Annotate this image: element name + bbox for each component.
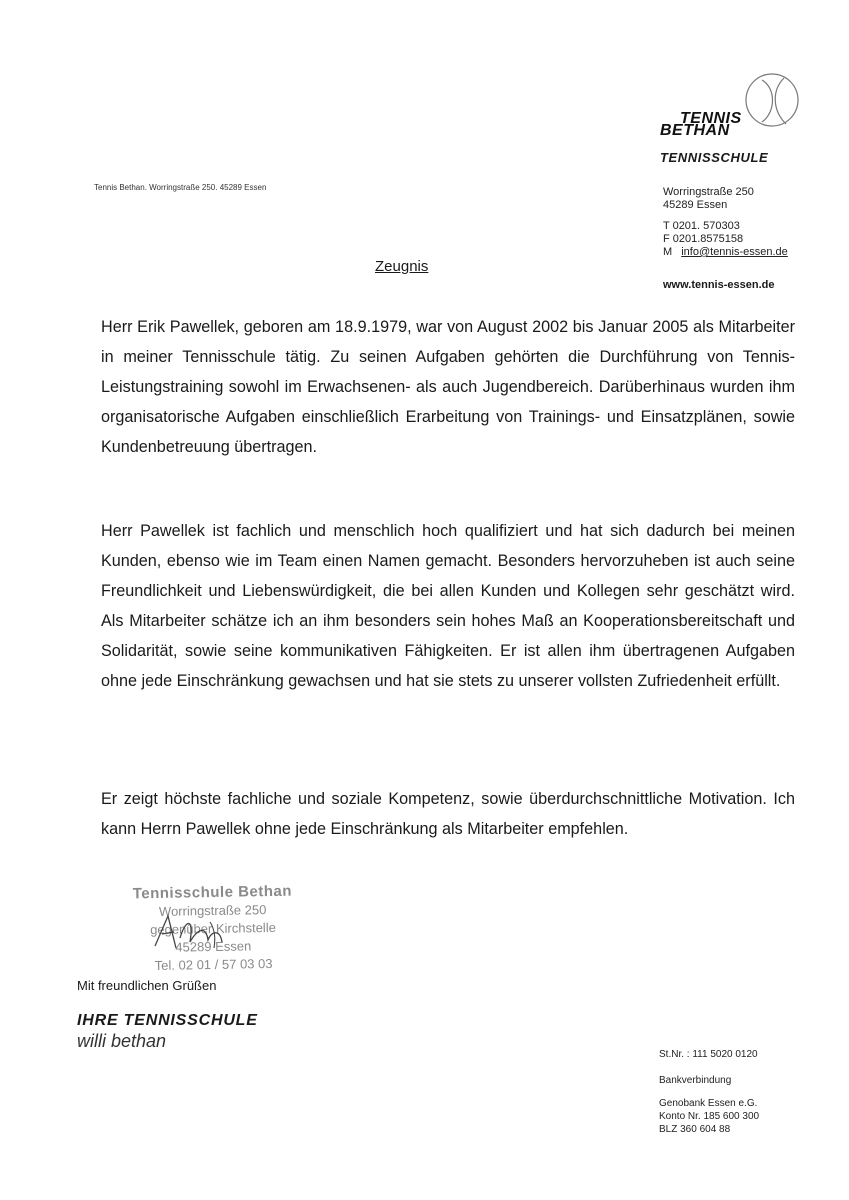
- tax-number: St.Nr. : 111 5020 0120: [659, 1049, 758, 1060]
- bank-label: Bankverbindung: [659, 1075, 732, 1086]
- signature-company: IHRE TENNISSCHULE: [77, 1012, 258, 1029]
- sender-address-line: Tennis Bethan. Worringstraße 250. 45289 Essen: [94, 183, 267, 192]
- paragraph-2: Herr Pawellek ist fachlich und menschlich hoch qualifiziert und hat sich dadurch bei meinen Kunden, ebenso wie im Team einen Namen gemacht. Besonders hervorzuheben ist auch seine Freundlichkeit und Liebenswürdigkeit, die bei allen Kunden und Kollegen sehr geschätzt wird. Als Mitarbeiter schätze ich an ihm besonders sein hohes Maß an Kooperationsbereitschaft und Solidarität, sowie seine kommunikativen Fähigkeiten. Er ist allen ihm übertragenen Aufgaben ohne jede Einschränkung gewachsen und hat sie stets zu unserer vollsten Zufriedenheit erfüllt.: [101, 522, 795, 690]
- signature-name: willi bethan: [77, 1031, 167, 1051]
- tennis-ball-logo-icon: [740, 70, 810, 140]
- paragraph-1: Herr Erik Pawellek, geboren am 18.9.1979, war von August 2002 bis Januar 2005 als Mitarbeiter in meiner Tennisschule tätig. Zu seinen Aufgaben gehörten die Durchführung von Tennis-Leistungstraining sowohl im Erwachsenen- als auch Jugendbereich. Darüberhinaus wurden ihm organisatorische Aufgaben einschließlich Erarbeitung von Trainings- und Einsatzplänen, sowie Kundenbetreuung übertragen.: [101, 318, 795, 456]
- paragraph-3: Er zeigt höchste fachliche und soziale Kompetenz, sowie überdurchschnittliche Motivation. Ich kann Herrn Pawellek ohne jede Einschränkung als Mitarbeiter empfehlen.: [101, 790, 795, 838]
- logo-subtitle: TENNISSCHULE: [660, 150, 769, 165]
- stamp-phone: Tel. 02 01 / 57 03 03: [154, 955, 273, 974]
- website-link[interactable]: www.tennis-essen.de: [663, 279, 775, 291]
- stamp-city: 45289 Essen: [175, 938, 252, 955]
- logo-text-bethan: BETHAN: [660, 122, 730, 139]
- bank-account: Konto Nr. 185 600 300: [659, 1111, 760, 1122]
- letterhead-city: 45289 Essen: [663, 199, 728, 211]
- letterhead-fax: F 0201.8575158: [663, 233, 744, 245]
- bank-name: Genobank Essen e.G.: [659, 1098, 758, 1109]
- stamp-name: Tennisschule Bethan: [132, 882, 293, 903]
- letterhead-street: Worringstraße 250: [663, 186, 754, 198]
- stamp-street: Worringstraße 250: [158, 902, 267, 919]
- bank-blz: BLZ 360 604 88: [659, 1124, 731, 1135]
- email-link[interactable]: info@tennis-essen.de: [681, 246, 788, 258]
- logo-text-tennis: TENNIS: [680, 110, 742, 127]
- mail-label: M: [663, 246, 673, 258]
- letterhead-phone: T 0201. 570303: [663, 220, 740, 232]
- stamp-extra: gegenüber Kirchstelle: [149, 919, 276, 938]
- closing-greeting: Mit freundlichen Grüßen: [77, 978, 217, 993]
- document-title: Zeugnis: [375, 258, 429, 275]
- handwritten-signature: [150, 908, 260, 958]
- letterhead-mail-row: [663, 246, 788, 258]
